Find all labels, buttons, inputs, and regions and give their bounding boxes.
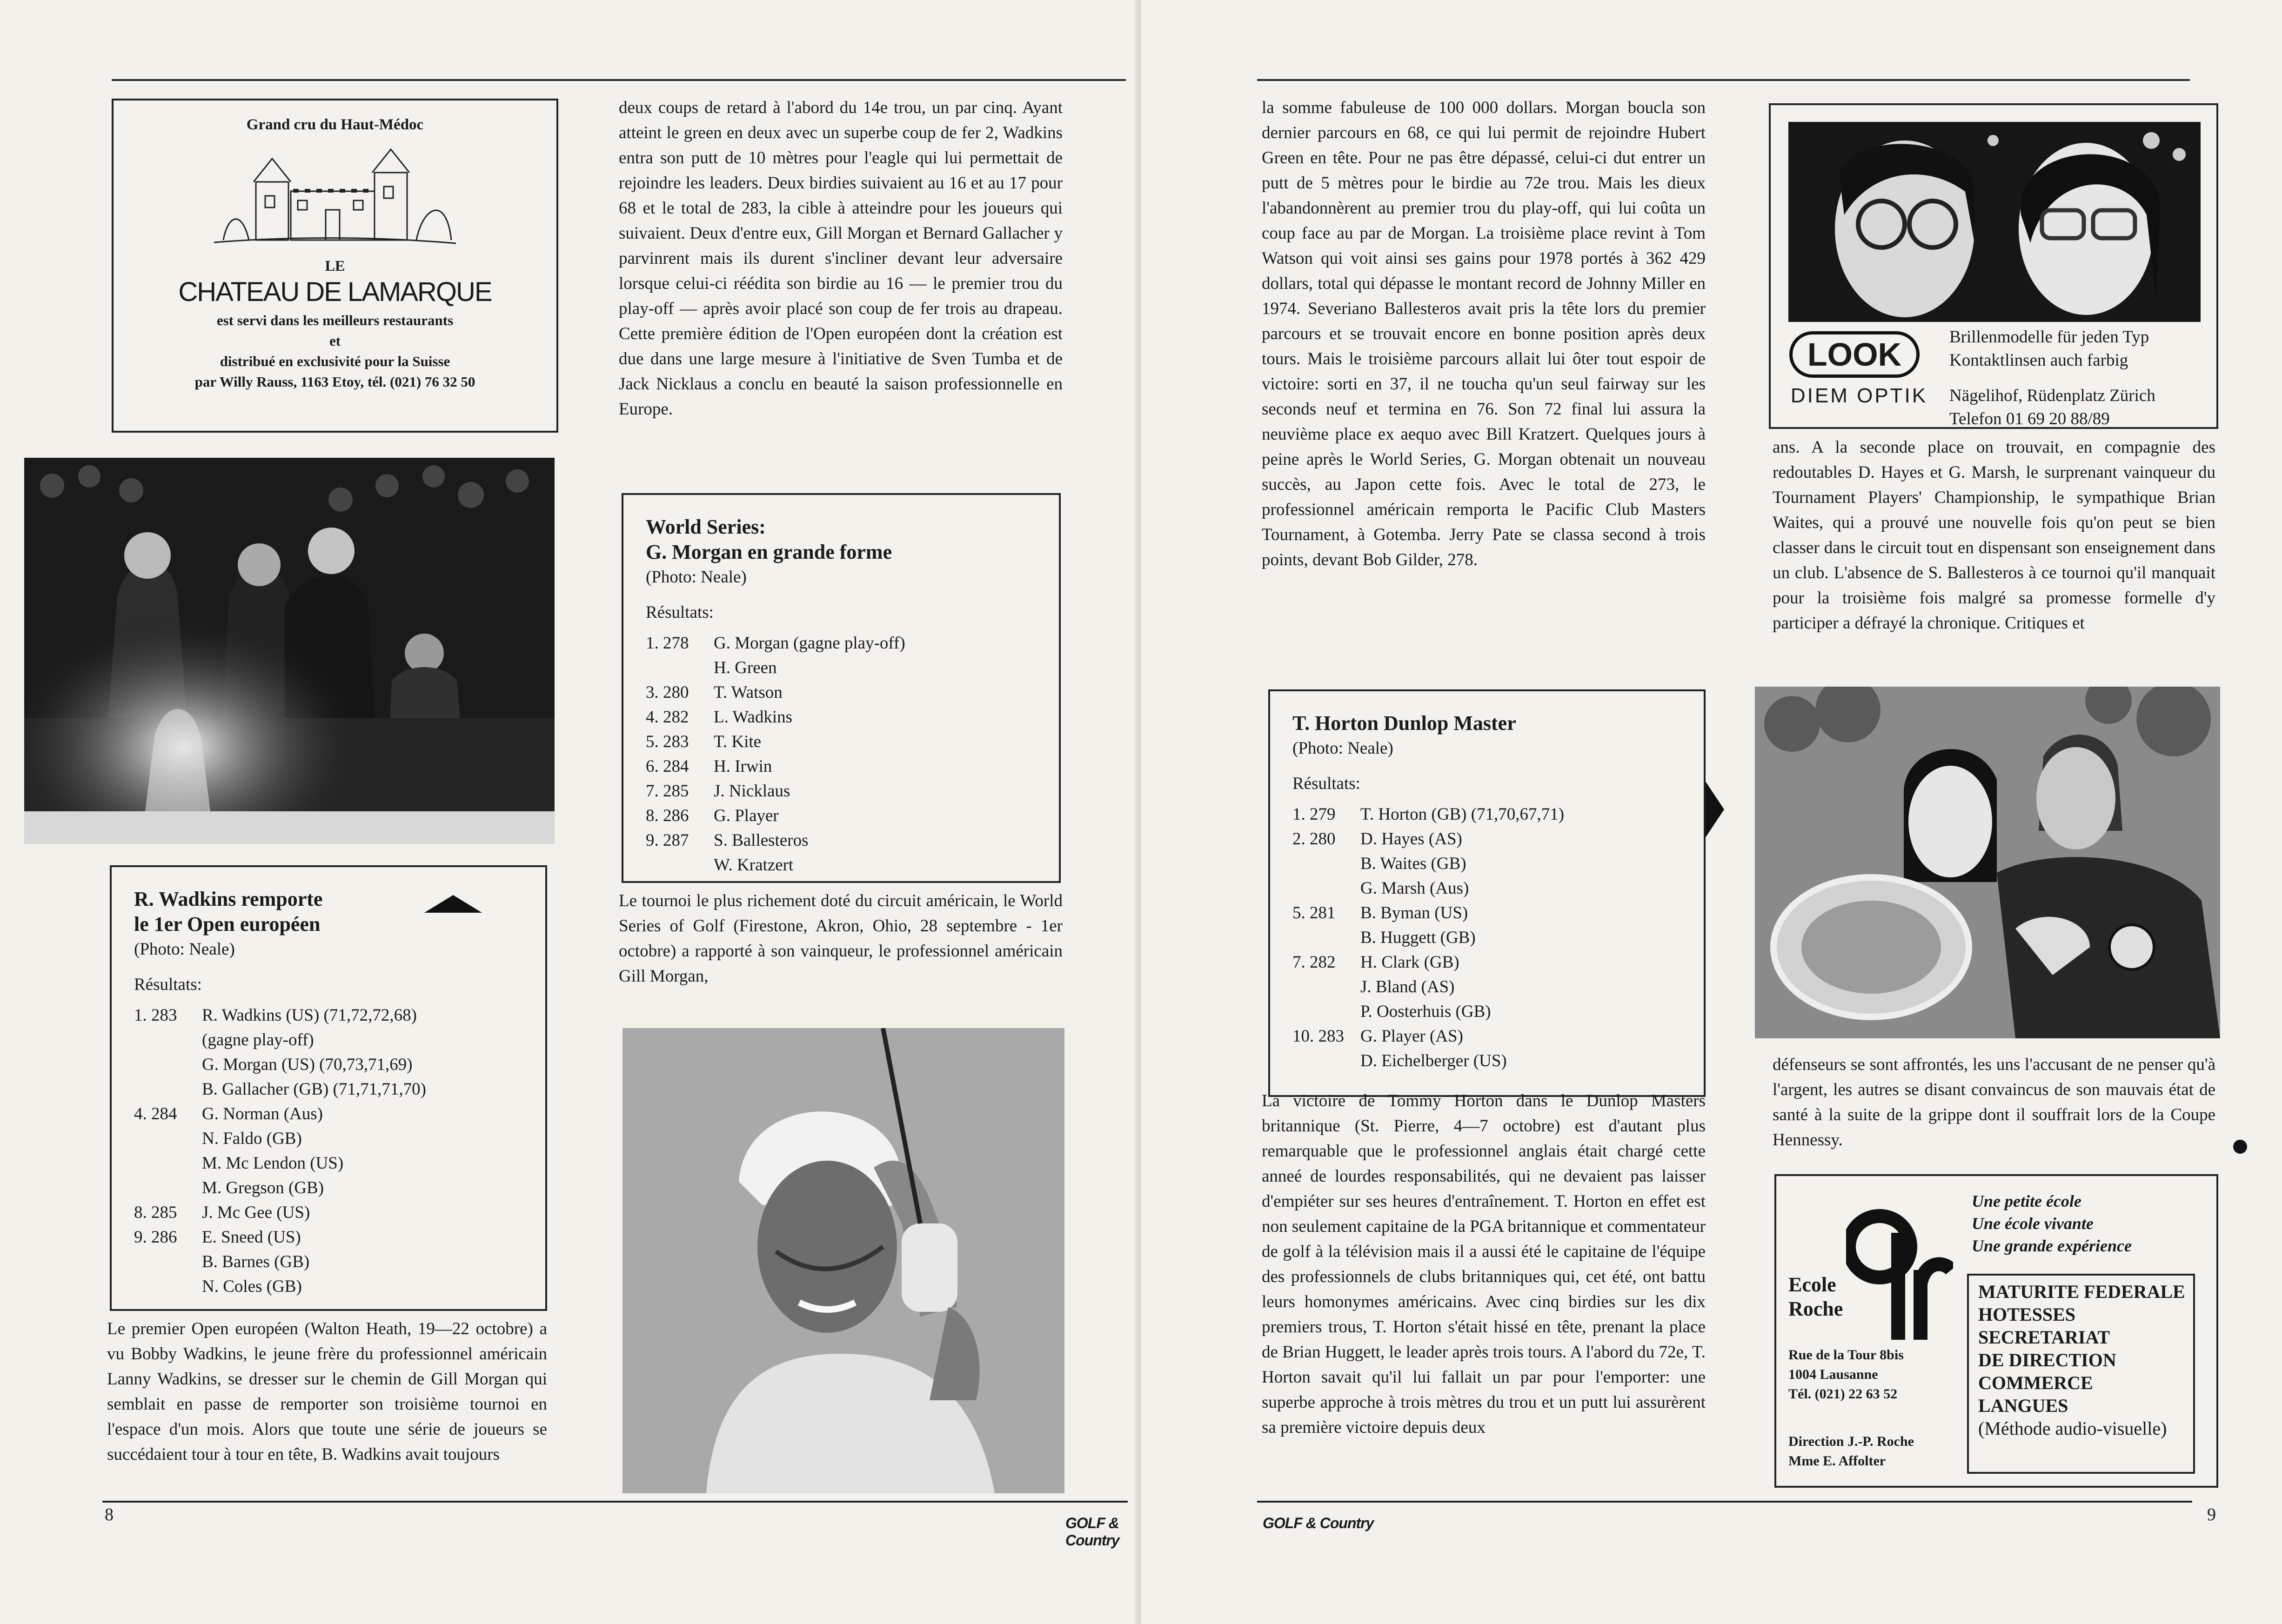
horton-results-box: [1268, 689, 1706, 1097]
horton-results-list: [1292, 802, 1704, 1073]
ecole-course-6: LANGUES: [1978, 1395, 2068, 1416]
ecole-name-2: Roche: [1788, 1297, 1843, 1320]
result-rank-score: 9. 286: [134, 1228, 177, 1247]
look-line-3: Nägelihof, Rüdenplatz Zürich: [1949, 386, 2155, 405]
result-row: [134, 1028, 545, 1052]
result-rank-score: [134, 1151, 202, 1176]
result-player: B. Gallacher (GB) (71,71,71,70): [202, 1080, 426, 1099]
result-row: [134, 1274, 545, 1299]
ecole-direction-1: Direction J.-P. Roche: [1788, 1434, 1914, 1449]
result-player: J. Nicklaus: [714, 782, 790, 801]
result-row: [1292, 1024, 1704, 1049]
golf-country-logo: GOLF & Country: [1065, 1515, 1119, 1549]
ecole-course-4: DE DIRECTION: [1978, 1350, 2116, 1370]
result-row: [646, 828, 1059, 853]
result-row: [1292, 999, 1704, 1024]
wadkins-title-2: le 1er Open européen: [134, 913, 321, 936]
horton-photo-credit: (Photo: Neale): [1292, 739, 1393, 758]
result-rank-score: [1292, 975, 1360, 999]
result-rank-score: 5. 281: [1292, 903, 1336, 922]
wadkins-results-label: Résultats:: [134, 975, 202, 994]
result-rank-score: 1. 279: [1292, 805, 1336, 824]
result-row: [134, 1003, 545, 1028]
article-paragraph: la somme fabuleuse de 100 000 dollars. Morgan boucla son dernier parcours en 68, ce qui lui permit de rejoindre Hubert Green en tête. Pour ne pas être dépassé, celui-ci dut entrer un putt de 5 mètres pour le birdie au 72e trou. Mais les dieux l'abandonnèrent au premier trou du play-off, qui lui coûta un coup face au par de Morgan. La troisième place revint à Tom Watson qui voit ainsi ses gains pour 1978 portés à 362 429 dollars, total qui dépasse le montant record de Johnny Miller en 1974. Severiano Ballesteros avait pris la tête lors du premier parcours et se trouvait encore en bonne position après deux tours. Mais le troisième parcours allait lui ôter tout espoir de victoire: sorti en 37, il ne toucha qu'un seul fairway sur les seconds neuf et termina en 76. Son 72 final lui assura la neuvième place ex aequo avec Bill Kratzert. Quelques jours à peine après le World Series, G. Morgan obtenait un nouveau succès, au Japon cette fois. Avec le total de 273, le professionnel américain remporta le Pacific Club Masters Tournament, à Gotemba. Jerry Pate se classa second à trois points, devant Bob Gilder, 278.: [1262, 98, 1706, 569]
result-player: T. Watson: [714, 683, 783, 702]
look-text: [1949, 326, 2155, 431]
look-optik-ad: [1769, 103, 2218, 429]
result-player: H. Clark (GB): [1360, 953, 1459, 972]
result-row: [1292, 950, 1704, 975]
result-player: G. Marsh (Aus): [1360, 879, 1469, 898]
result-player: (gagne play-off): [202, 1030, 314, 1049]
result-row: [1292, 827, 1704, 851]
ecole-address-2: 1004 Lausanne: [1788, 1367, 1878, 1382]
page-number: 8: [105, 1505, 114, 1524]
result-rank-score: 5. 283: [646, 732, 689, 751]
page-number: 9: [2207, 1505, 2216, 1524]
result-rank-score: 4. 282: [646, 708, 689, 727]
result-player: J. Mc Gee (US): [202, 1203, 310, 1222]
ecole-slogan-1: Une petite école: [1972, 1192, 2081, 1210]
ad-line-2: est servi dans les meilleurs restaurants: [216, 312, 454, 328]
result-rank-score: [1292, 1049, 1360, 1073]
result-row: [134, 1176, 545, 1200]
result-player: G. Player (AS): [1360, 1027, 1463, 1046]
result-row: [134, 1200, 545, 1225]
or-logo-icon: [1846, 1191, 1953, 1344]
result-rank-score: 7. 282: [1292, 953, 1336, 972]
wadkins-title-1: R. Wadkins remporte: [134, 888, 323, 910]
look-brand: DIEM OPTIK: [1790, 384, 1928, 407]
ecole-roche-ad: [1774, 1174, 2218, 1488]
result-rank-score: 4. 284: [134, 1104, 177, 1123]
result-row: [1292, 901, 1704, 925]
result-rank-score: 1. 283: [134, 1006, 177, 1025]
ecole-address-1: Rue de la Tour 8bis: [1788, 1347, 1904, 1363]
article-paragraph: Le tournoi le plus richement doté du circuit américain, le World Series of Golf (Firestone, Akron, Ohio, 28 septembre - 1er octobre) a rapporté à son vainqueur, le professionnel américain Gill Morgan,: [619, 891, 1063, 986]
ad-photo-image: [1788, 122, 2201, 322]
result-player: P. Oosterhuis (GB): [1360, 1002, 1491, 1021]
ceremony-photo: [24, 458, 555, 844]
result-player: H. Irwin: [714, 757, 772, 776]
result-rank-score: 6. 284: [646, 757, 689, 776]
article-paragraph: défenseurs se sont affrontés, les uns l'accusant de ne penser qu'à l'argent, les autres se disant convaincus de son mauvais état de santé à la suite de la grippe dont il souffrait lors de la Coupe Hennessy.: [1773, 1055, 2215, 1149]
result-player: D. Eichelberger (US): [1360, 1051, 1507, 1070]
result-rank-score: [1292, 999, 1360, 1024]
chateau-lamarque-ad: [112, 99, 558, 433]
bottom-rule: [1257, 1501, 2192, 1503]
ecole-tel: Tél. (021) 22 63 52: [1788, 1386, 1898, 1402]
wadkins-results-list: [134, 1003, 545, 1299]
result-player: M. Mc Lendon (US): [202, 1154, 344, 1173]
ecole-course-7: (Méthode audio-visuelle): [1978, 1418, 2167, 1439]
result-row: [1292, 851, 1704, 876]
triangle-right-icon: [1706, 782, 1724, 837]
result-row: [646, 853, 1059, 877]
horton-trophy-photo: [1755, 687, 2220, 1038]
result-rank-score: [134, 1274, 202, 1299]
result-row: [646, 705, 1059, 729]
result-player: N. Faldo (GB): [202, 1129, 302, 1148]
ecole-course-3: SECRETARIAT: [1978, 1327, 2110, 1348]
horton-title: T. Horton Dunlop Master: [1292, 712, 1516, 735]
horton-results-label: Résultats:: [1292, 774, 1360, 793]
result-row: [646, 631, 1059, 655]
result-player: R. Wadkins (US) (71,72,72,68): [202, 1006, 417, 1025]
result-player: H. Green: [714, 658, 777, 677]
result-row: [134, 1126, 545, 1151]
ecole-slogan-2: Une école vivante: [1972, 1214, 2094, 1233]
chateau-name: CHATEAU DE LAMARQUE: [178, 277, 492, 307]
ad-photo: [1788, 122, 2201, 322]
result-player: S. Ballesteros: [714, 831, 809, 850]
result-player: J. Bland (AS): [1360, 977, 1455, 996]
article-column-2: [619, 95, 1063, 422]
result-row: [646, 680, 1059, 705]
right-page: [1141, 0, 2282, 1624]
result-player: G. Player: [714, 806, 779, 825]
look-line-2: Kontaktlinsen auch farbig: [1949, 351, 2128, 370]
world-series-title-1: World Series:: [646, 515, 766, 538]
result-player: G. Morgan (US) (70,73,71,69): [202, 1055, 413, 1074]
ad-le: LE: [325, 257, 345, 274]
result-rank-score: 9. 287: [646, 831, 689, 850]
result-rank-score: 8. 286: [646, 806, 689, 825]
article-paragraph: ans. A la seconde place on trouvait, en compagnie des redoutables D. Hayes et G. Marsh, le surprenant vainqueur du Tournament Players' Championship, le sympathique Brian Waites, qui a prouvé une nouvelle fois qu'on peut se bien classer dans le circuit tout en dispensant son enseignement dans un club. L'absence de S. Ballesteros à ce tournoi qu'il manquait pour la troisième fois malgré sa promesse formelle d'y participer a défrayé la chronique. Critiques et: [1773, 438, 2215, 633]
world-series-results-label: Résultats:: [646, 603, 714, 622]
result-row: [1292, 925, 1704, 950]
result-row: [1292, 975, 1704, 999]
ecole-course-5: COMMERCE: [1978, 1372, 2093, 1393]
ecole-course-1: MATURITE FEDERALE: [1978, 1281, 2185, 1302]
result-row: [646, 779, 1059, 803]
bullet-dot-icon: [2233, 1140, 2247, 1154]
result-rank-score: [646, 655, 714, 680]
ad-line-5: par Willy Rauss, 1163 Etoy, tél. (021) 76 32 50: [194, 374, 475, 390]
ceremony-photo-image: [24, 458, 555, 844]
ecole-course-2: HOTESSES: [1978, 1304, 2076, 1325]
trophy-photo-image: [1755, 687, 2220, 1038]
ecole-name: [1788, 1273, 1843, 1321]
article-paragraph: deux coups de retard à l'abord du 14e trou, un par cinq. Ayant atteint le green en deux avec un superbe coup de fer 2, Wadkins entra son putt de 10 mètres pour l'eagle qui lui permettait de rejoindre les leaders. Deux birdies suivaient au 16 et au 17 pour 68 et le total de 283, la cible à atteindre pour les joueurs qui suivaient. Deux d'entre eux, Gill Morgan et Bernard Gallacher y parvinrent mais ils durent s'incliner devant leur adversaire lorsque celui-ci réédita son birdie au 16 — le premier trou du play-off — après avoir placé son coup de fer trois au drapeau. Cette première édition de l'Open européen dont la création est due dans une large mesure à l'initiative de Sven Tumba et de Jack Nicklaus a conclu en beauté la saison professionnelle en Europe.: [619, 98, 1063, 419]
result-row: [134, 1225, 545, 1250]
wadkins-results-box: [110, 865, 547, 1311]
result-row: [134, 1102, 545, 1126]
result-player: G. Norman (Aus): [202, 1104, 323, 1123]
ecole-address: [1788, 1345, 1914, 1471]
ecole-slogan-3: Une grande expérience: [1972, 1236, 2132, 1255]
result-rank-score: 7. 285: [646, 782, 689, 801]
result-player: B. Barnes (GB): [202, 1252, 310, 1271]
world-series-photo-credit: (Photo: Neale): [646, 568, 747, 587]
world-series-results-list: [646, 631, 1059, 877]
result-player: W. Kratzert: [714, 855, 794, 875]
result-rank-score: [1292, 851, 1360, 876]
ad-line-4: distribué en exclusivité pour la Suisse: [220, 353, 450, 369]
result-row: [1292, 876, 1704, 901]
result-rank-score: 8. 285: [134, 1203, 177, 1222]
top-rule: [112, 79, 1126, 81]
result-rank-score: [134, 1176, 202, 1200]
result-rank-score: [1292, 925, 1360, 950]
result-player: B. Huggett (GB): [1360, 928, 1476, 947]
result-player: D. Hayes (AS): [1360, 829, 1462, 849]
article-column-1: [107, 1317, 547, 1467]
result-rank-score: [134, 1052, 202, 1077]
result-rank-score: 10. 283: [1292, 1027, 1344, 1046]
result-rank-score: [646, 853, 714, 877]
ad-subtitle: Grand cru du Haut-Médoc: [246, 116, 424, 133]
result-rank-score: [134, 1028, 202, 1052]
result-row: [646, 729, 1059, 754]
ecole-direction-2: Mme E. Affolter: [1788, 1453, 1886, 1469]
result-row: [134, 1077, 545, 1102]
result-player: N. Coles (GB): [202, 1277, 302, 1296]
castle-illustration: [205, 140, 465, 252]
golfer-morgan-photo: [622, 1028, 1064, 1493]
ecole-name-1: Ecole: [1788, 1273, 1836, 1296]
article-column-3: [1262, 95, 1706, 573]
result-rank-score: [1292, 876, 1360, 901]
result-player: B. Byman (US): [1360, 903, 1468, 922]
triangle-up-icon: [424, 895, 482, 913]
look-line-4: Telefon 01 69 20 88/89: [1949, 409, 2110, 428]
golf-country-logo: GOLF & Country: [1263, 1515, 1374, 1531]
result-player: M. Gregson (GB): [202, 1178, 324, 1197]
article-column-2b: [619, 889, 1063, 989]
result-row: [134, 1250, 545, 1274]
article-paragraph: La victoire de Tommy Horton dans le Dunlop Masters britannique (St. Pierre, 4—7 octobre) est d'autant plus remarquable que le professionnel anglais était chargé cette anneé de lourdes responsabilités, qui ne devaient pas laisser d'empiéter sur ses heures d'entraînement. T. Horton en effet est non seulement capitaine de la PGA britannique et commentateur de golf à la télévision mais il a aussi été le capitaine de l'équipe des professionnels de clubs britanniques qui, cet été, ont battu leurs homonymes américains. Avec cinq birdies sur les dix premiers trous, T. Horton s'était hissé en tête, prenant la place de Brian Huggett, le leader après trois tours. A l'abord du 72e, T. Horton savait qu'il lui fallait un par pour l'emporter: une superbe approche à trois mètres du trou et un putt lui assurèrent sa première victoire depuis deux: [1262, 1091, 1706, 1437]
result-rank-score: [134, 1077, 202, 1102]
result-player: E. Sneed (US): [202, 1228, 301, 1247]
result-rank-score: 2. 280: [1292, 829, 1336, 849]
look-line-1: Brillenmodelle für jeden Typ: [1949, 327, 2149, 347]
result-row: [646, 655, 1059, 680]
result-rank-score: [134, 1126, 202, 1151]
result-player: T. Kite: [714, 732, 762, 751]
result-player: G. Morgan (gagne play-off): [714, 634, 905, 653]
article-column-4b: [1773, 1052, 2215, 1153]
article-column-3b: [1262, 1089, 1706, 1440]
bottom-rule: [102, 1501, 1128, 1503]
result-player: T. Horton (GB) (71,70,67,71): [1360, 805, 1565, 824]
world-series-title-2: G. Morgan en grande forme: [646, 541, 892, 563]
result-player: L. Wadkins: [714, 708, 792, 727]
world-series-results-box: [622, 493, 1061, 883]
article-paragraph: Le premier Open européen (Walton Heath, 19—22 octobre) a vu Bobby Wadkins, le jeune frère du professionnel américain Lanny Wadkins, se dresser sur le chemin de Gill Morgan qui semblait en passe de remporter son troisième tournoi en l'espace d'un mois. Alors que toute une série de joueurs se succédaient tour à tour en tête, B. Wadkins avait toujours: [107, 1319, 547, 1464]
result-row: [134, 1151, 545, 1176]
result-player: B. Waites (GB): [1360, 854, 1466, 873]
result-row: [1292, 802, 1704, 827]
wadkins-photo-credit: (Photo: Neale): [134, 940, 235, 959]
result-rank-score: 1. 278: [646, 634, 689, 653]
look-logo: LOOK: [1789, 331, 1920, 378]
result-row: [134, 1052, 545, 1077]
result-row: [1292, 1049, 1704, 1073]
result-row: [646, 754, 1059, 779]
top-rule: [1257, 79, 2190, 81]
result-row: [646, 803, 1059, 828]
ad-line-3: et: [329, 333, 341, 349]
golfer-photo-image: [622, 1028, 1064, 1493]
result-rank-score: [134, 1250, 202, 1274]
result-rank-score: 3. 280: [646, 683, 689, 702]
article-column-4: [1773, 435, 2215, 636]
ecole-slogans: [1972, 1190, 2132, 1257]
ecole-courses: [1967, 1274, 2195, 1474]
